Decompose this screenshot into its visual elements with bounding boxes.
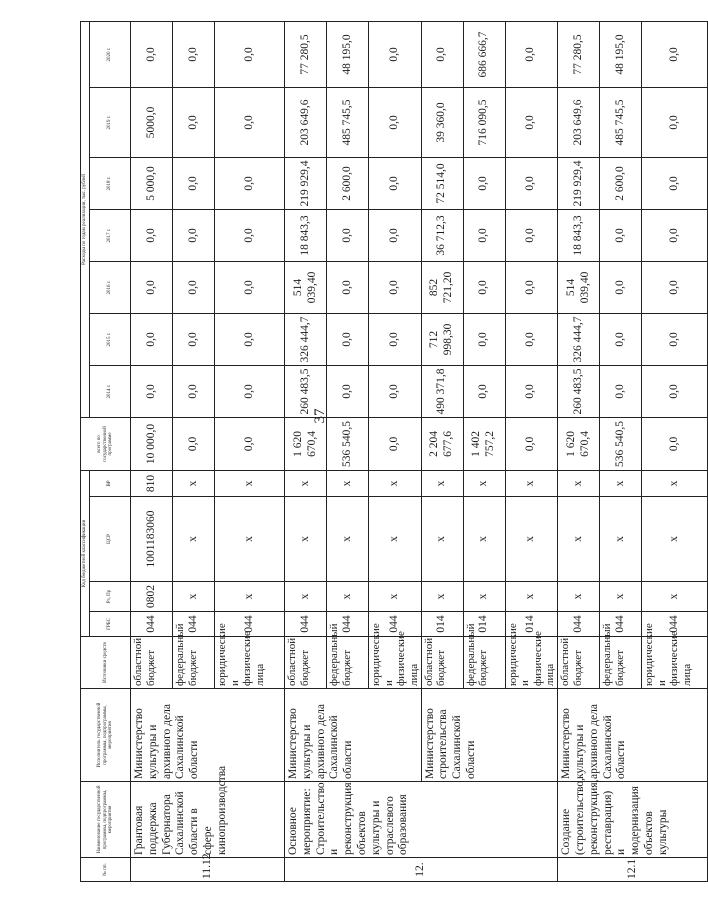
amount-2016: 0,0 — [215, 261, 285, 313]
amount-2016: 852 721,20 — [421, 261, 463, 313]
amount-2016: 0,0 — [463, 261, 505, 313]
table-row — [285, 21, 327, 881]
amount-2019: 716 090,5 — [463, 87, 505, 157]
amount-2015: 326 444,7 — [285, 313, 327, 365]
executor: Министерство культуры и архивного дела Сахалинской области — [131, 689, 285, 782]
header-name: Наименование государственной программы, подпрограммы, мероприятия — [81, 782, 131, 858]
header-grbs: ГРБС — [90, 612, 131, 637]
amount-2017: 0,0 — [327, 209, 369, 261]
header-year-2016: 2016 г. — [90, 261, 131, 313]
funding-source: федеральный бюджет — [463, 637, 505, 689]
funding-source: федеральный бюджет — [327, 637, 369, 689]
amount-2018: 0,0 — [369, 157, 422, 209]
amount-2018: 219 929,4 — [285, 157, 327, 209]
code-grbs: 044 — [285, 612, 327, 637]
amount-2019: 0,0 — [505, 87, 558, 157]
header-source: Источники средств — [81, 637, 131, 689]
code-rzpr: 0802 — [131, 582, 173, 612]
total-amount: 1 402 757,2 — [463, 417, 505, 470]
amount-2018: 5 000,0 — [131, 157, 173, 209]
header-year-2018: 2018 г. — [90, 157, 131, 209]
total-amount: 536 540,5 — [327, 417, 369, 470]
header-rzpr: Рз, Пр — [90, 582, 131, 612]
total-amount: 0,0 — [505, 417, 558, 470]
amount-2018: 0,0 — [173, 157, 215, 209]
amount-2014: 0,0 — [173, 365, 215, 417]
code-vr: x — [600, 470, 642, 496]
measure-name: Основное мероприятие: Строительство и реконструкция объектов культуры и отраслевого образования — [285, 782, 558, 858]
amount-2014: 0,0 — [369, 365, 422, 417]
table-row — [131, 21, 173, 881]
amount-2017: 18 843,3 — [558, 209, 600, 261]
funding-source: областной бюджет — [285, 637, 327, 689]
amount-2014: 0,0 — [642, 365, 708, 417]
total-amount: 1 620 670,4 — [285, 417, 327, 470]
amount-2016: 0,0 — [369, 261, 422, 313]
header-row-top — [81, 21, 90, 881]
row-number: 11.12 — [131, 858, 285, 882]
amount-2019: 203 649,6 — [285, 87, 327, 157]
code-csr: x — [173, 497, 215, 582]
amount-2020: 48 195,0 — [600, 21, 642, 87]
amount-2014: 0,0 — [463, 365, 505, 417]
code-csr: x — [642, 497, 708, 582]
amount-2019: 0,0 — [642, 87, 708, 157]
header-year-2019: 2019 г. — [90, 87, 131, 157]
code-rzpr: x — [505, 582, 558, 612]
amount-2020: 0,0 — [173, 21, 215, 87]
amount-2018: 0,0 — [642, 157, 708, 209]
code-grbs: 044 — [558, 612, 600, 637]
amount-2019: 5000,0 — [131, 87, 173, 157]
funding-source: федеральный бюджет — [173, 637, 215, 689]
amount-2017: 0,0 — [505, 209, 558, 261]
executor: Министерство культуры и архивного дела Сахалинской области — [558, 689, 708, 782]
code-rzpr: x — [369, 582, 422, 612]
executor: Министерство строительства Сахалинской области — [421, 689, 558, 782]
budget-table — [80, 21, 708, 882]
code-rzpr: x — [463, 582, 505, 612]
amount-2019: 39 360,0 — [421, 87, 463, 157]
amount-2017: 0,0 — [369, 209, 422, 261]
header-year-2020: 2020 г. — [90, 21, 131, 87]
amount-2019: 0,0 — [173, 87, 215, 157]
code-rzpr: x — [558, 582, 600, 612]
amount-2015: 326 444,7 — [558, 313, 600, 365]
total-amount: 536 540,5 — [600, 417, 642, 470]
amount-2018: 2 600,0 — [600, 157, 642, 209]
amount-2015: 0,0 — [505, 313, 558, 365]
code-csr: x — [463, 497, 505, 582]
total-amount: 0,0 — [173, 417, 215, 470]
total-amount: 0,0 — [215, 417, 285, 470]
header-year-2017: 2017 г. — [90, 209, 131, 261]
row-number: 12. — [285, 858, 558, 882]
amount-2018: 0,0 — [505, 157, 558, 209]
code-csr: x — [285, 497, 327, 582]
amount-2018: 2 600,0 — [327, 157, 369, 209]
code-grbs: 014 — [505, 612, 558, 637]
amount-2018: 0,0 — [215, 157, 285, 209]
amount-2014: 0,0 — [215, 365, 285, 417]
amount-2015: 0,0 — [463, 313, 505, 365]
amount-2017: 0,0 — [215, 209, 285, 261]
total-amount: 0,0 — [642, 417, 708, 470]
executor: Министерство культуры и архивного дела Сахалинской области — [285, 689, 422, 782]
table-row — [558, 21, 600, 881]
amount-2016: 514 039,40 — [285, 261, 327, 313]
code-rzpr: x — [642, 582, 708, 612]
amount-2014: 0,0 — [327, 365, 369, 417]
budget-table-body — [131, 21, 708, 881]
header-year-2015: 2015 г. — [90, 313, 131, 365]
amount-2015: 0,0 — [369, 313, 422, 365]
header-executor: Исполнитель государственной программы, подпрограммы, мероприятия — [81, 689, 131, 782]
total-amount: 1 620 670,4 — [558, 417, 600, 470]
header-expenses-by-year: Расходы по годам реализации, тыс. рублей — [81, 21, 90, 417]
amount-2017: 0,0 — [600, 209, 642, 261]
header-total: всего по государственной программе — [81, 417, 131, 470]
code-rzpr: x — [173, 582, 215, 612]
amount-2017: 0,0 — [131, 209, 173, 261]
amount-2016: 514 039,40 — [558, 261, 600, 313]
amount-2019: 0,0 — [369, 87, 422, 157]
amount-2015: 0,0 — [173, 313, 215, 365]
amount-2016: 0,0 — [642, 261, 708, 313]
amount-2016: 0,0 — [173, 261, 215, 313]
code-vr: 810 — [131, 470, 173, 496]
amount-2020: 686 666,7 — [463, 21, 505, 87]
funding-source: областной бюджет — [421, 637, 463, 689]
funding-source: юридические и физические лица — [215, 637, 285, 689]
amount-2016: 0,0 — [327, 261, 369, 313]
amount-2019: 485 745,5 — [600, 87, 642, 157]
amount-2014: 260 483,5 — [558, 365, 600, 417]
code-vr: x — [642, 470, 708, 496]
amount-2015: 0,0 — [642, 313, 708, 365]
amount-2017: 0,0 — [642, 209, 708, 261]
funding-source: юридические и физические лица — [642, 637, 708, 689]
code-rzpr: x — [421, 582, 463, 612]
amount-2020: 77 280,5 — [558, 21, 600, 87]
amount-2017: 36 712,3 — [421, 209, 463, 261]
row-number: 12.1 — [558, 858, 708, 882]
header-year-2014: 2014 г. — [90, 365, 131, 417]
budget-table-frame — [80, 31, 694, 882]
code-rzpr: x — [285, 582, 327, 612]
amount-2014: 0,0 — [131, 365, 173, 417]
amount-2019: 203 649,6 — [558, 87, 600, 157]
amount-2020: 77 280,5 — [285, 21, 327, 87]
code-rzpr: x — [327, 582, 369, 612]
code-vr: x — [215, 470, 285, 496]
amount-2018: 72 514,0 — [421, 157, 463, 209]
amount-2016: 0,0 — [131, 261, 173, 313]
code-grbs: 044 — [642, 612, 708, 637]
code-csr: 1001183060 — [131, 497, 173, 582]
total-amount: 10 000,0 — [131, 417, 173, 470]
funding-source: юридические и физические лица — [505, 637, 558, 689]
code-grbs: 044 — [327, 612, 369, 637]
amount-2020: 0,0 — [642, 21, 708, 87]
header-num: № пп. — [81, 858, 131, 882]
code-grbs: 044 — [215, 612, 285, 637]
code-csr: x — [327, 497, 369, 582]
funding-source: областной бюджет — [131, 637, 173, 689]
amount-2020: 0,0 — [421, 21, 463, 87]
code-vr: x — [173, 470, 215, 496]
amount-2018: 219 929,4 — [558, 157, 600, 209]
amount-2015: 712 998,30 — [421, 313, 463, 365]
amount-2016: 0,0 — [505, 261, 558, 313]
amount-2020: 0,0 — [505, 21, 558, 87]
code-vr: x — [369, 470, 422, 496]
code-vr: x — [285, 470, 327, 496]
funding-source: областной бюджет — [558, 637, 600, 689]
code-grbs: 044 — [600, 612, 642, 637]
amount-2017: 0,0 — [463, 209, 505, 261]
code-csr: x — [421, 497, 463, 582]
table-row — [421, 21, 463, 881]
measure-name: Создание (строительство, реконструкция, реставрация) и модернизация объектов культуры — [558, 782, 708, 858]
amount-2019: 0,0 — [215, 87, 285, 157]
code-csr: x — [369, 497, 422, 582]
code-vr: x — [327, 470, 369, 496]
amount-2020: 48 195,0 — [327, 21, 369, 87]
code-grbs: 014 — [463, 612, 505, 637]
code-vr: x — [558, 470, 600, 496]
amount-2014: 260 483,5 — [285, 365, 327, 417]
amount-2015: 0,0 — [327, 313, 369, 365]
amount-2014: 490 371,8 — [421, 365, 463, 417]
total-amount: 2 204 677,6 — [421, 417, 463, 470]
amount-2014: 0,0 — [600, 365, 642, 417]
code-vr: x — [421, 470, 463, 496]
amount-2016: 0,0 — [600, 261, 642, 313]
measure-name: Грантовая поддержка Губернатора Сахалинской области в сфере кинопроизводства — [131, 782, 285, 858]
code-grbs: 044 — [173, 612, 215, 637]
amount-2015: 0,0 — [131, 313, 173, 365]
header-csr: ЦСР — [90, 497, 131, 582]
amount-2014: 0,0 — [505, 365, 558, 417]
code-csr: x — [215, 497, 285, 582]
code-csr: x — [600, 497, 642, 582]
total-amount: 0,0 — [369, 417, 422, 470]
code-grbs: 014 — [421, 612, 463, 637]
code-csr: x — [505, 497, 558, 582]
amount-2019: 485 745,5 — [327, 87, 369, 157]
amount-2020: 0,0 — [369, 21, 422, 87]
amount-2018: 0,0 — [463, 157, 505, 209]
code-rzpr: x — [215, 582, 285, 612]
funding-source: федеральный бюджет — [600, 637, 642, 689]
amount-2020: 0,0 — [131, 21, 173, 87]
page-number: 37 — [312, 408, 328, 424]
code-grbs: 044 — [369, 612, 422, 637]
code-csr: x — [558, 497, 600, 582]
amount-2017: 18 843,3 — [285, 209, 327, 261]
amount-2020: 0,0 — [215, 21, 285, 87]
header-budget-code: Код бюджетной классификации — [81, 470, 90, 636]
code-vr: x — [463, 470, 505, 496]
funding-source: юридические и физические лица — [369, 637, 422, 689]
code-rzpr: x — [600, 582, 642, 612]
header-vr: ВР — [90, 470, 131, 496]
amount-2017: 0,0 — [173, 209, 215, 261]
amount-2015: 0,0 — [600, 313, 642, 365]
code-grbs: 044 — [131, 612, 173, 637]
amount-2015: 0,0 — [215, 313, 285, 365]
code-vr: x — [505, 470, 558, 496]
